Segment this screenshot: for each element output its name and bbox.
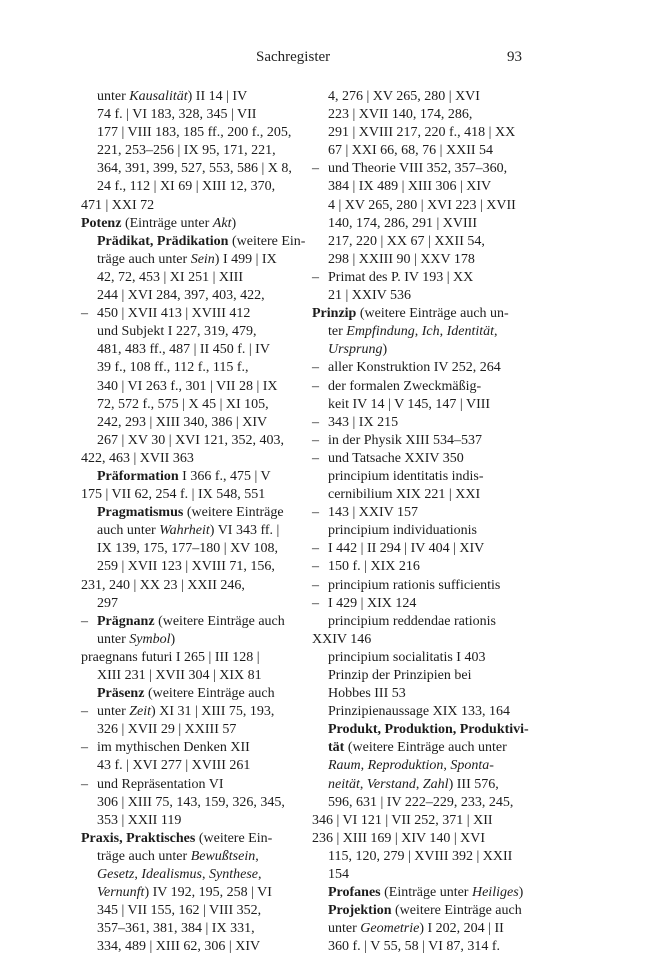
- cross-reference-term: Vernunft: [97, 885, 145, 901]
- entry-text: (Einträge unter: [380, 885, 472, 901]
- entry-text: 326 | XVII 29 | XXIII 57: [97, 722, 237, 738]
- index-continuation-line: [81, 721, 309, 739]
- entry-text: ,: [257, 867, 262, 883]
- index-headword-line: [312, 812, 544, 830]
- index-continuation-line: [81, 251, 309, 269]
- entry-text: ,: [202, 867, 209, 883]
- cross-reference-term: Bewußtsein: [190, 848, 256, 864]
- index-continuation-line: [81, 595, 309, 613]
- entry-text: 297: [97, 595, 118, 611]
- index-subentry-line: [81, 776, 309, 794]
- entry-text: 345 | VII 155, 162 | VIII 352,: [97, 903, 262, 919]
- index-continuation-line: [312, 866, 544, 884]
- index-continuation-line: [312, 178, 544, 196]
- entry-text: 364, 391, 399, 527, 553, 586 | X 8,: [97, 161, 292, 177]
- cross-reference-term: Identität: [446, 324, 495, 340]
- entry-text: 43 f. | XVI 277 | XVIII 261: [97, 758, 251, 774]
- index-subentry-line: [312, 504, 544, 522]
- headword: Praxis, Praktisches: [81, 830, 196, 846]
- entry-text: ,: [439, 324, 447, 340]
- index-continuation-line: [81, 414, 309, 432]
- entry-text: (weitere Einträge auch: [144, 686, 275, 702]
- entry-text: aller Konstruktion IV 252, 264: [328, 360, 501, 376]
- headword: Projektion: [328, 903, 392, 919]
- index-continuation-line: [312, 215, 544, 233]
- entry-text: principium individuationis: [328, 523, 477, 539]
- entry-text: keit IV 14 | V 145, 147 | VIII: [328, 396, 491, 412]
- entry-text: 340 | VI 263 f., 301 | VII 28 | IX: [97, 378, 278, 394]
- index-continuation-line: [81, 558, 309, 576]
- entry-text: 143 | XXIV 157: [328, 505, 419, 521]
- index-continuation-line: [312, 794, 544, 812]
- entry-text: 223 | XVII 140, 174, 286,: [328, 107, 473, 123]
- entry-text: 481, 483 ff., 487 | II 450 f. | IV: [97, 342, 270, 358]
- subentry-dash: –: [312, 595, 319, 611]
- index-subentry-line: [81, 613, 309, 631]
- index-continuation-line: [81, 757, 309, 775]
- index-continuation-line: [312, 88, 544, 106]
- index-continuation-line: [81, 378, 309, 396]
- index-subentry-line: [312, 432, 544, 450]
- entry-text: ) III 576,: [448, 776, 499, 792]
- index-continuation-line: [81, 920, 309, 938]
- entry-text: 259 | XVII 123 | XVIII 71, 156,: [97, 559, 275, 575]
- index-continuation-line: [312, 522, 544, 540]
- entry-text: ,: [414, 324, 422, 340]
- entry-text: 291 | XVIII 217, 220 f., 418 | XX: [328, 125, 516, 141]
- entry-text: 150 f. | XIX 216: [328, 559, 420, 575]
- subentry-dash: –: [312, 432, 319, 448]
- subentry-dash: –: [81, 306, 88, 322]
- entry-text: in der Physik XIII 534–537: [328, 432, 482, 448]
- entry-text: ,: [360, 758, 368, 774]
- index-subentry-line: [312, 378, 544, 396]
- index-subentry-line: [312, 450, 544, 468]
- cross-reference-term: Reproduktion: [367, 758, 444, 774]
- entry-text: (weitere Ein-: [228, 233, 306, 249]
- entry-text: 74 f. | VI 183, 328, 345 | VII: [97, 107, 257, 123]
- index-subentry-line: [312, 269, 544, 287]
- headword: Prägnanz: [97, 613, 155, 629]
- entry-text: praegnans futuri I 265 | III 128 |: [81, 649, 260, 665]
- index-continuation-line: [312, 848, 544, 866]
- entry-text: auch unter: [97, 523, 160, 539]
- entry-text: 4, 276 | XV 265, 280 | XVI: [328, 89, 480, 104]
- entry-text: unter: [97, 631, 130, 647]
- subentry-dash: –: [312, 414, 319, 430]
- headword: Profanes: [328, 885, 381, 901]
- entry-text: träge auch unter: [97, 848, 191, 864]
- index-continuation-line: [81, 88, 309, 106]
- cross-reference-term: Heiliges: [471, 885, 519, 901]
- index-continuation-line: [312, 776, 544, 794]
- index-continuation-line: [312, 884, 544, 902]
- entry-text: 67 | XXI 66, 68, 76 | XXII 54: [328, 143, 494, 159]
- entry-text: ,: [494, 324, 498, 340]
- index-headword-line: [81, 215, 309, 233]
- cross-reference-term: Ursprung: [328, 342, 383, 358]
- subentry-dash: –: [312, 450, 319, 466]
- entry-text: 140, 174, 286, 291 | XVIII: [328, 215, 478, 231]
- entry-text: 353 | XXII 119: [97, 812, 182, 828]
- entry-text: Primat des P. IV 193 | XX: [328, 269, 474, 285]
- entry-text: 384 | IX 489 | XIII 306 | XIV: [328, 179, 492, 195]
- index-continuation-line: [312, 721, 544, 739]
- index-subentry-line: [312, 414, 544, 432]
- entry-text: 221, 253–256 | IX 95, 171, 221,: [97, 143, 276, 159]
- subentry-dash: –: [81, 776, 88, 792]
- subentry-dash: –: [312, 378, 319, 394]
- entry-text: 298 | XXIII 90 | XXV 178: [328, 251, 475, 267]
- index-subentry-line: [312, 577, 544, 595]
- index-continuation-line: [81, 359, 309, 377]
- index-continuation-line: [81, 631, 309, 649]
- index-column-left: [81, 88, 309, 957]
- index-continuation-line: [81, 938, 309, 956]
- headword: tät: [328, 740, 345, 756]
- entry-text: ,: [134, 867, 142, 883]
- subentry-dash: –: [81, 613, 88, 629]
- index-continuation-line: [81, 468, 309, 486]
- index-continuation-line: [81, 902, 309, 920]
- index-continuation-line: [81, 432, 309, 450]
- entry-text: unter: [328, 921, 361, 937]
- entry-text: ,: [359, 776, 367, 792]
- index-continuation-line: [81, 504, 309, 522]
- cross-reference-term: Raum: [328, 758, 361, 774]
- subentry-dash: –: [312, 161, 319, 177]
- entry-text: und Tatsache XXIV 350: [328, 450, 464, 466]
- headword: Prinzip: [312, 306, 357, 322]
- entry-text: ): [170, 631, 176, 647]
- entry-text: ) IV 192, 195, 258 | VI: [144, 885, 272, 901]
- index-headword-line: [312, 305, 544, 323]
- subentry-dash: –: [81, 740, 88, 756]
- cross-reference-term: Zeit: [129, 704, 152, 720]
- index-continuation-line: [312, 902, 544, 920]
- entry-text: (Einträge unter: [121, 215, 213, 231]
- cross-reference-term: Wahrheit: [159, 523, 210, 539]
- index-continuation-line: [81, 178, 309, 196]
- cross-reference-term: Verstand: [366, 776, 416, 792]
- entry-text: (weitere Einträge auch un-: [356, 306, 509, 322]
- entry-text: 236 | XIII 169 | XIV 140 | XVI: [312, 830, 486, 846]
- subentry-dash: –: [312, 559, 319, 575]
- index-continuation-line: [81, 106, 309, 124]
- entry-text: 596, 631 | IV 222–229, 233, 245,: [328, 794, 514, 810]
- index-column-right: [312, 88, 544, 957]
- entry-text: 306 | XIII 75, 143, 159, 326, 345,: [97, 794, 285, 810]
- entry-text: principium reddendae rationis: [328, 613, 496, 629]
- index-continuation-line: [312, 757, 544, 775]
- index-continuation-line: [312, 142, 544, 160]
- index-continuation-line: [81, 396, 309, 414]
- cross-reference-term: neität: [328, 776, 360, 792]
- entry-text: 360 f. | V 55, 58 | VI 87, 314 f.: [328, 939, 501, 955]
- index-continuation-line: [81, 540, 309, 558]
- index-subentry-line: [312, 540, 544, 558]
- entry-text: ,: [415, 776, 423, 792]
- index-continuation-line: [312, 197, 544, 215]
- entry-text: 267 | XV 30 | XVI 121, 352, 403,: [97, 432, 284, 448]
- entry-text: 242, 293 | XIII 340, 386 | XIV: [97, 414, 268, 430]
- entry-text: 357–361, 381, 384 | IX 331,: [97, 921, 255, 937]
- index-continuation-line: [312, 287, 544, 305]
- index-continuation-line: [312, 739, 544, 757]
- subentry-dash: –: [312, 541, 319, 557]
- index-continuation-line: [312, 341, 544, 359]
- entry-text: principium rationis sufficientis: [328, 577, 501, 593]
- entry-text: XXIV 146: [312, 631, 372, 647]
- index-continuation-line: [81, 866, 309, 884]
- entry-text: 422, 463 | XVII 363: [81, 450, 194, 466]
- entry-text: 115, 120, 279 | XVIII 392 | XXII: [328, 848, 513, 864]
- entry-text: I 366 f., 475 | V: [178, 468, 271, 484]
- cross-reference-term: Synthese: [209, 867, 258, 883]
- index-continuation-line: [312, 106, 544, 124]
- index-continuation-line: [312, 613, 544, 631]
- index-continuation-line: [81, 794, 309, 812]
- entry-text: 177 | VIII 183, 185 ff., 200 f., 205,: [97, 125, 292, 141]
- index-continuation-line: [81, 522, 309, 540]
- cross-reference-term: Kausalität: [129, 89, 188, 104]
- index-continuation-line: [81, 269, 309, 287]
- entry-text: ,: [443, 758, 451, 774]
- entry-text: 217, 220 | XX 67 | XXII 54,: [328, 233, 485, 249]
- index-continuation-line: [312, 649, 544, 667]
- index-continuation-line: [81, 124, 309, 142]
- index-headword-line: [81, 486, 309, 504]
- cross-reference-term: Sponta-: [450, 758, 494, 774]
- index-continuation-line: [81, 142, 309, 160]
- index-continuation-line: [81, 884, 309, 902]
- entry-text: ) VI 343 ff. |: [209, 523, 280, 539]
- entry-text: 21 | XXIV 536: [328, 288, 412, 304]
- index-headword-line: [81, 450, 309, 468]
- index-continuation-line: [312, 124, 544, 142]
- entry-text: unter: [97, 704, 130, 720]
- entry-text: und Repräsentation VI: [97, 776, 224, 792]
- index-continuation-line: [312, 667, 544, 685]
- index-subentry-line: [81, 703, 309, 721]
- index-subentry-line: [312, 558, 544, 576]
- entry-text: 244 | XVI 284, 397, 403, 422,: [97, 288, 265, 304]
- entry-text: träge auch unter: [97, 251, 191, 267]
- entry-text: XIII 231 | XVII 304 | XIX 81: [97, 668, 262, 683]
- entry-text: 39 f., 108 ff., 112 f., 115 f.,: [97, 360, 249, 376]
- entry-text: (weitere Ein-: [195, 830, 273, 846]
- entry-text: 346 | VI 121 | VII 252, 371 | XII: [312, 812, 493, 828]
- entry-text: 231, 240 | XX 23 | XXII 246,: [81, 577, 245, 593]
- cross-reference-term: Empfindung: [346, 324, 415, 340]
- index-subentry-line: [312, 160, 544, 178]
- subentry-dash: –: [312, 269, 319, 285]
- entry-text: ) I 499 | IX: [214, 251, 277, 267]
- index-headword-line: [312, 631, 544, 649]
- subentry-dash: –: [312, 505, 319, 521]
- entry-text: und Subjekt I 227, 319, 479,: [97, 324, 257, 340]
- entry-text: der formalen Zweckmäßig-: [328, 378, 482, 394]
- entry-text: Prinzip der Prinzipien bei: [328, 668, 472, 683]
- index-continuation-line: [312, 938, 544, 956]
- index-subentry-line: [312, 359, 544, 377]
- headword: Präformation: [97, 468, 179, 484]
- entry-text: ): [518, 885, 524, 901]
- index-continuation-line: [312, 685, 544, 703]
- index-continuation-line: [312, 920, 544, 938]
- index-subentry-line: [312, 595, 544, 613]
- index-continuation-line: [312, 468, 544, 486]
- subentry-dash: –: [312, 577, 319, 593]
- entry-text: 72, 572 f., 575 | X 45 | XI 105,: [97, 396, 269, 412]
- entry-text: (weitere Einträge auch: [391, 903, 522, 919]
- index-headword-line: [81, 197, 309, 215]
- subentry-dash: –: [312, 360, 319, 376]
- index-headword-line: [312, 830, 544, 848]
- cross-reference-term: Idealismus: [141, 867, 202, 883]
- page-number: 93: [507, 49, 522, 65]
- entry-text: cernibilium XIX 221 | XXI: [328, 487, 481, 503]
- entry-text: ) I 202, 204 | II: [419, 921, 504, 937]
- index-continuation-line: [312, 703, 544, 721]
- entry-text: (weitere Einträge: [183, 505, 284, 521]
- headword: Produkt, Produktion, Produktivi-: [328, 722, 529, 738]
- index-continuation-line: [312, 396, 544, 414]
- headword: Prädikat, Prädikation: [97, 233, 229, 249]
- headword: Präsenz: [97, 686, 145, 702]
- index-continuation-line: [81, 233, 309, 251]
- entry-text: I 429 | XIX 124: [328, 595, 417, 611]
- entry-text: principium socialitatis I 403: [328, 649, 486, 665]
- index-headword-line: [81, 649, 309, 667]
- index-headword-line: [81, 830, 309, 848]
- cross-reference-term: Symbol: [129, 631, 171, 647]
- entry-text: (weitere Einträge auch unter: [344, 740, 507, 756]
- index-continuation-line: [81, 685, 309, 703]
- entry-text: 154: [328, 867, 349, 883]
- entry-text: Hobbes III 53: [328, 686, 406, 702]
- cross-reference-term: Akt: [212, 215, 232, 231]
- index-continuation-line: [81, 341, 309, 359]
- entry-text: 334, 489 | XIII 62, 306 | XIV: [97, 939, 261, 955]
- entry-text: 343 | IX 215: [328, 414, 399, 430]
- entry-text: 4 | XV 265, 280 | XVI 223 | XVII: [328, 197, 516, 213]
- entry-text: 24 f., 112 | XI 69 | XIII 12, 370,: [97, 179, 276, 195]
- entry-text: 175 | VII 62, 254 f. | IX 548, 551: [81, 487, 266, 503]
- index-continuation-line: [312, 323, 544, 341]
- running-header: [0, 49, 650, 73]
- index-continuation-line: [81, 287, 309, 305]
- subentry-dash: –: [81, 704, 88, 720]
- entry-text: (weitere Einträge auch: [154, 613, 285, 629]
- index-subentry-line: [81, 305, 309, 323]
- entry-text: ): [231, 215, 237, 231]
- index-subentry-line: [81, 739, 309, 757]
- cross-reference-term: Gesetz: [97, 867, 135, 883]
- index-continuation-line: [81, 667, 309, 685]
- entry-text: 42, 72, 453 | XI 251 | XIII: [97, 269, 243, 285]
- index-continuation-line: [312, 233, 544, 251]
- index-continuation-line: [312, 486, 544, 504]
- index-continuation-line: [312, 251, 544, 269]
- entry-text: 471 | XXI 72: [81, 197, 155, 213]
- index-continuation-line: [81, 160, 309, 178]
- entry-text: ) II 14 | IV: [187, 89, 248, 104]
- cross-reference-term: Ich: [421, 324, 440, 340]
- entry-text: ) XI 31 | XIII 75, 193,: [151, 704, 275, 720]
- entry-text: ter: [328, 324, 347, 340]
- entry-text: ,: [255, 848, 259, 864]
- entry-text: unter: [97, 89, 130, 104]
- index-headword-line: [81, 577, 309, 595]
- cross-reference-term: Sein: [190, 251, 215, 267]
- entry-text: und Theorie VIII 352, 357–360,: [328, 161, 508, 177]
- index-continuation-line: [81, 323, 309, 341]
- index-continuation-line: [81, 812, 309, 830]
- entry-text: I 442 | II 294 | IV 404 | XIV: [328, 541, 485, 557]
- running-title: Sachregister: [256, 49, 331, 65]
- entry-text: principium identitatis indis-: [328, 468, 484, 484]
- entry-text: Prinzipienaussage XIX 133, 164: [328, 704, 510, 720]
- cross-reference-term: Zahl: [422, 776, 449, 792]
- entry-text: im mythischen Denken XII: [97, 740, 250, 756]
- headword: Potenz: [81, 215, 122, 231]
- entry-text: IX 139, 175, 177–180 | XV 108,: [97, 541, 279, 557]
- entry-text: ): [382, 342, 388, 358]
- index-continuation-line: [81, 848, 309, 866]
- entry-text: 450 | XVII 413 | XVIII 412: [97, 306, 251, 322]
- cross-reference-term: Geometrie: [360, 921, 420, 937]
- headword: Pragmatismus: [97, 505, 184, 521]
